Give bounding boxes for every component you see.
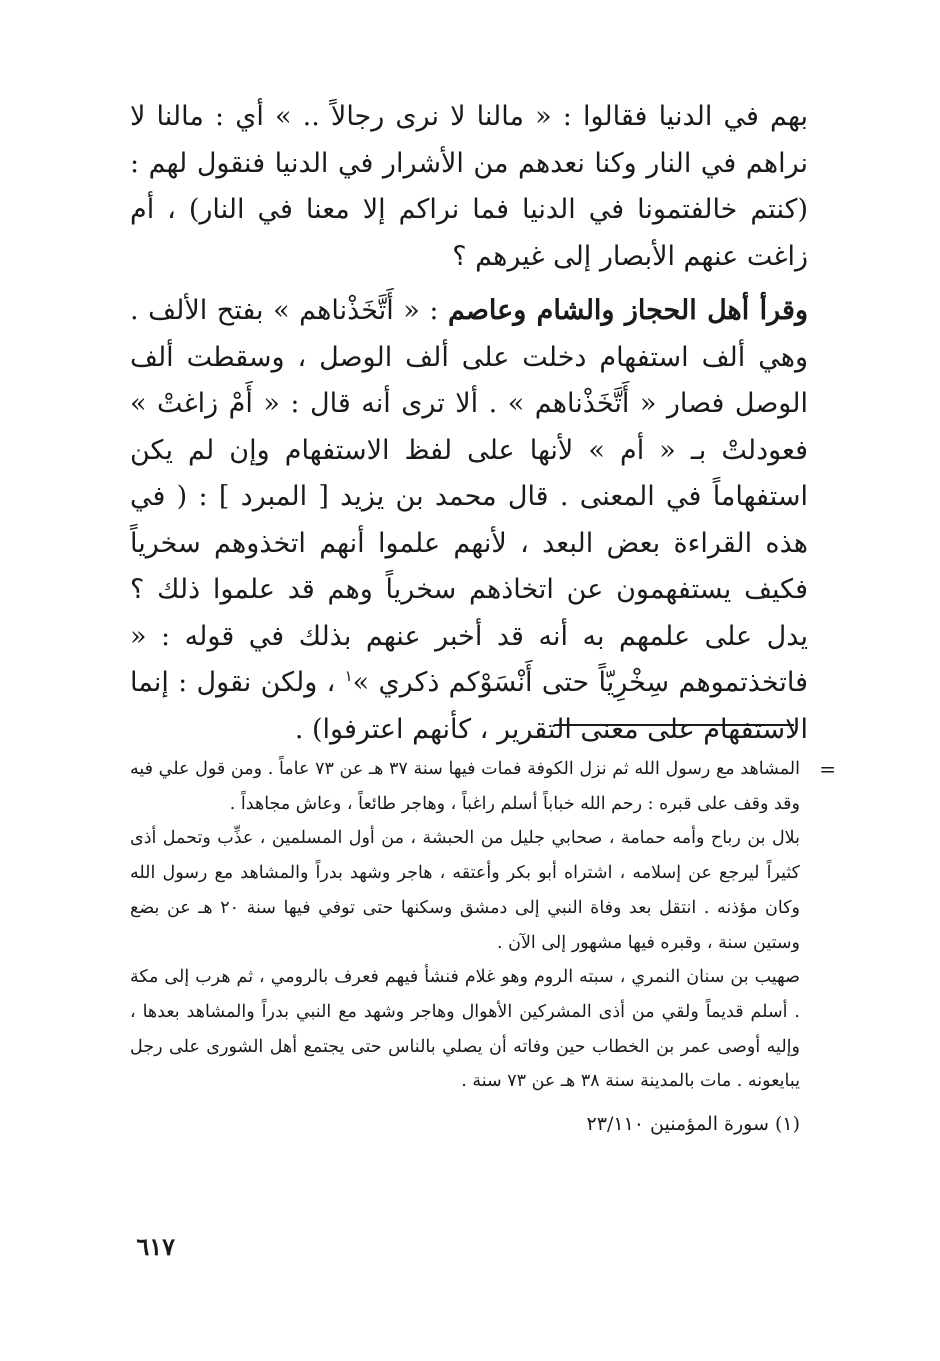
footnote-separator: [554, 724, 794, 726]
paragraph-2-tail: ، ولكن نقول : إنما الاستفهام على معنى التقرير ، كأنهم اعترفوا) .: [130, 667, 808, 745]
footnote-text-3: صهيب بن سنان النمري ، سبته الروم وهو غلام فنشأ فيهم فعرف بالرومي ، ثم هرب إلى مكة . أسلم قديماً ولقي من أذى المشركين الأهوال وهاجر وشهد مع النبي بدراً والمشاهد بعدها ، وإليه أوصى عمر بن الخطاب حين وفاته أن يصلي بالناس حتى يجتمع أهل الشورى على رجل يبايعونه . مات بالمدينة سنة ٣٨ هـ عن ٧٣ سنة .: [130, 967, 800, 1092]
footnotes: [130, 752, 836, 1142]
footnote-continuation: [130, 752, 836, 821]
paragraph-2-bold-lead: وقرأ أهل الحجاز والشام وعاصم: [448, 295, 808, 326]
continuation-mark: =: [819, 757, 836, 781]
paragraph-2-body: : « أَتَّخَذْناهم » بفتح الألف . وهي ألف استفهام دخلت على ألف الوصل ، وسقطت ألف الوصل فصار « أَتَّخَذْناهم » . ألا ترى أنه قال : « أَمْ زاغتْ » فعودلتْ بـ « أم » لأنها على لفظ الاستفهام وإن لم يكن استفهاماً في المعنى . قال محمد بن يزيد [ المبرد ] : ( في هذه القراءة بعض البعد ، لأنهم علموا أنهم اتخذوهم سخرياً فكيف يستفهمون عن اتخاذهم سخرياً وهم قد علموا ذلك ؟ يدل على علمهم به أنه قد أخبر عنهم بذلك في قوله : « فاتخذتموهم سِخْرِيّاً حتى أَنْسَوْكم ذكري »: [130, 295, 809, 698]
footnote-text-2: بلال بن رباح وأمه حمامة ، صحابي جليل من الحبشة ، من أول المسلمين ، عذِّب وتحمل أذى كثيراً ليرجع عن إسلامه ، اشتراه أبو بكر وأعتقه ، هاجر وشهد بدراً والمشاهد مع رسول الله وكان مؤذنه . انتقل بعد وفاة النبي إلى دمشق وسكنها حتى توفي فيها سنة ٢٠ هـ عن بضع وستين سنة ، وقبره فيها مشهور إلى الآن .: [130, 828, 800, 953]
footnote-reference: (١) سورة المؤمنين ٢٣/١١٠: [586, 1113, 800, 1136]
paragraph-1: بهم في الدنيا فقالوا : « مالنا لا نرى رجالاً .. » أي : مالنا لا نراهم في النار وكنا نعدهم من الأشرار في الدنيا فنقول لهم : (كنتم خالفتمونا في الدنيا فما نراكم إلا معنا في النار) ، أم زاغت عنهم الأبصار إلى غيرهم ؟: [130, 101, 808, 272]
page-number: ٦١٧: [136, 1232, 175, 1261]
footnote-text-1: المشاهد مع رسول الله ثم نزل الكوفة فمات فيها سنة ٣٧ هـ عن ٧٣ عاماً . ومن قول علي فيه وقد وقف على قبره : رحم الله خباباً أسلم راغباً ، وهاجر طائعاً ، وعاش مجاهداً .: [130, 759, 801, 814]
paragraph-2: [130, 288, 808, 753]
main-text: [130, 94, 808, 753]
footnote-ref-mark: ١: [344, 667, 353, 685]
